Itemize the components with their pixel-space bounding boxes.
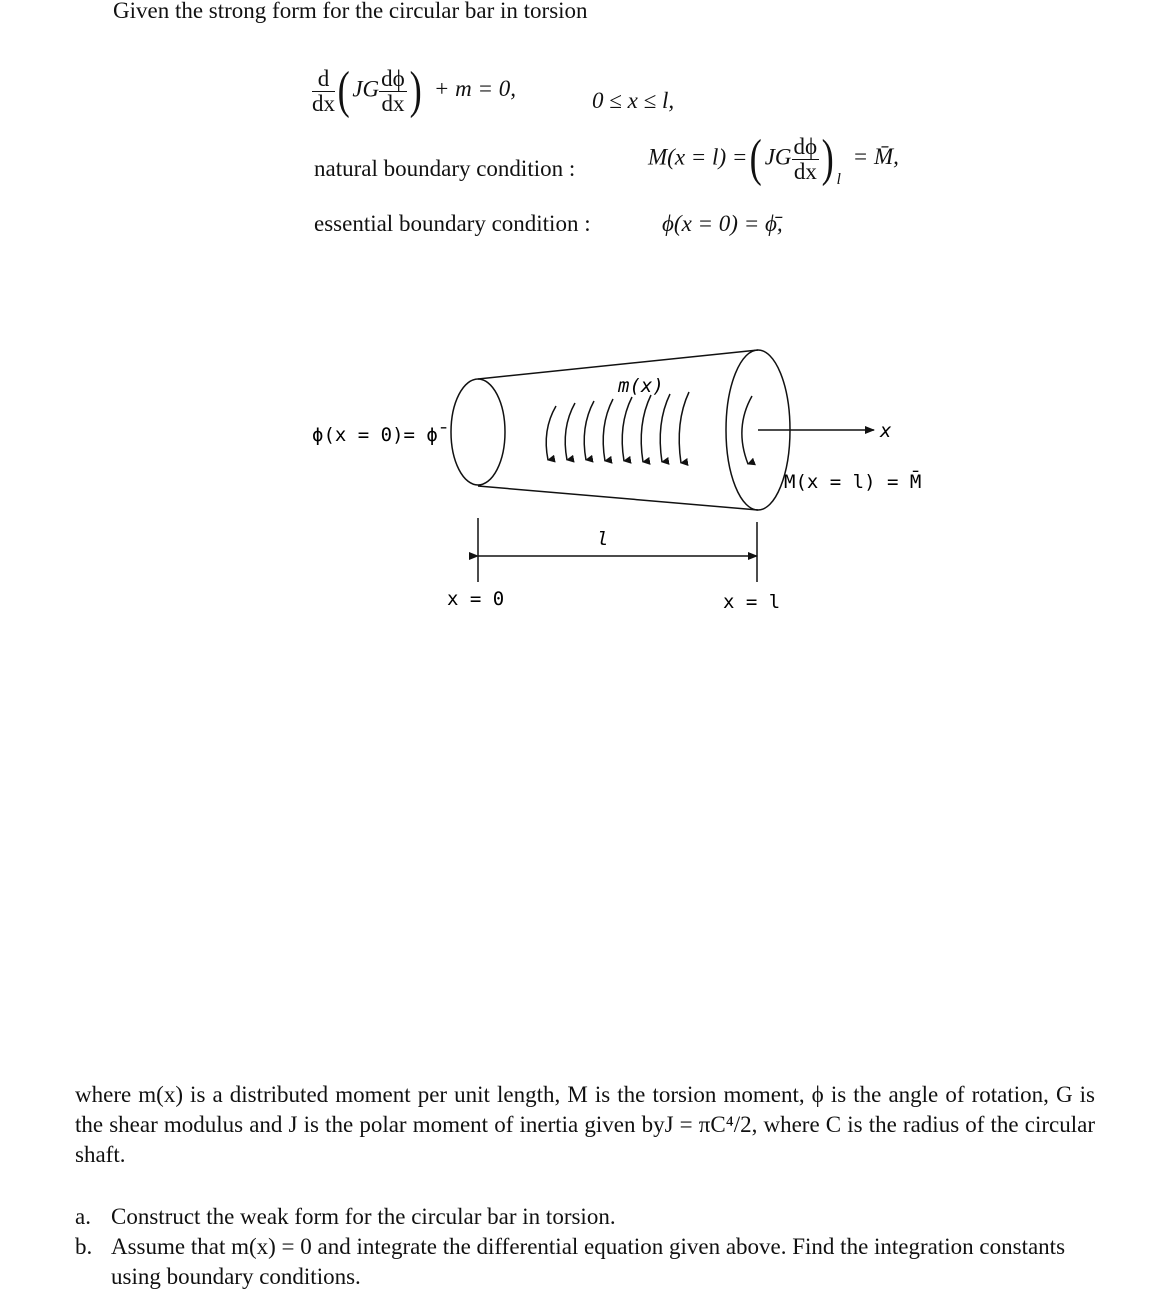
description-paragraph: where m(x) is a distributed moment per unit length, M is the torsion moment, ϕ is the angle of rotation, G is the shear modulus and J is the polar moment of inertia given byJ = πC⁴/2, where C is the radius of the circular shaft. bbox=[75, 1082, 1095, 1167]
moment-arrow bbox=[660, 394, 670, 462]
natural-bc-equation: M(x = l) =( JG $\frac{d\phi}{dx}$ ) $_l$ = M̄, bbox=[648, 130, 899, 188]
question-letter: a. bbox=[75, 1204, 91, 1229]
natural-bc-label: natural boundary condition : bbox=[314, 156, 576, 181]
bar-bottom-edge bbox=[478, 486, 758, 510]
question-text: Construct the weak form for the circular bar in torsion. bbox=[111, 1204, 616, 1229]
natural-bc-lhs: M(x = l) = bbox=[648, 144, 748, 170]
dphi-top: dϕ bbox=[381, 65, 405, 91]
dphi-dx-fraction bbox=[379, 67, 407, 116]
axis-label: x bbox=[880, 420, 892, 442]
strong-form-equation: $\frac{d}{dx}$ ( JG $\frac{d\phi}{dx}$ ) + m = 0, bbox=[312, 62, 516, 119]
moment-arrow bbox=[679, 392, 689, 463]
moment-arrow bbox=[622, 397, 632, 461]
moment-arrow bbox=[641, 395, 651, 462]
xl-label: x = l bbox=[723, 591, 781, 613]
moment-arrow bbox=[565, 403, 575, 460]
moment-arrow bbox=[546, 406, 556, 460]
moment-arrow bbox=[584, 401, 594, 460]
natural-bc-dphi-top: dϕ bbox=[793, 133, 818, 159]
natural-bc-jg: JG bbox=[764, 144, 792, 170]
moment-arrow bbox=[603, 399, 613, 461]
question-a bbox=[75, 1202, 1095, 1232]
load-label: m(x) bbox=[618, 375, 664, 397]
natural-bc-subscript: l bbox=[836, 170, 841, 188]
end-moment-arrow bbox=[742, 396, 752, 464]
essential-bc-equation: ϕ(x = 0) = ϕ̄, bbox=[662, 211, 783, 236]
question-list bbox=[75, 1202, 1095, 1292]
domain-condition: 0 ≤ x ≤ l, bbox=[592, 88, 675, 113]
length-label: l bbox=[597, 528, 609, 550]
distributed-moment-arrows bbox=[546, 392, 689, 463]
heading: Given the strong form for the circular bar in torsion bbox=[113, 0, 588, 23]
natural-bc-dphi-bottom: dx bbox=[793, 158, 817, 184]
question-text: Assume that m(x) = 0 and integrate the differential equation given above. Find the integration constants using boundary conditions. bbox=[111, 1234, 1066, 1289]
torsion-bar-figure bbox=[300, 340, 940, 630]
question-letter: b. bbox=[75, 1234, 93, 1259]
jg-term: JG bbox=[352, 76, 380, 102]
question-b bbox=[75, 1232, 1095, 1292]
d-top: d bbox=[312, 67, 335, 92]
bar-left-end bbox=[451, 379, 505, 485]
left-bc-label: ϕ(x = 0)= ϕ̄ bbox=[312, 424, 438, 446]
essential-bc-label: essential boundary condition : bbox=[314, 211, 591, 236]
d-bottom: dx bbox=[312, 90, 335, 116]
x0-label: x = 0 bbox=[447, 588, 505, 610]
plus-m-term: + m = 0, bbox=[433, 76, 516, 102]
dphi-bottom: dx bbox=[381, 90, 405, 116]
d-dx-operator bbox=[312, 67, 335, 116]
right-bc-label: M(x = l) = M̄ bbox=[784, 471, 922, 493]
natural-bc-rhs: = M̄, bbox=[852, 144, 899, 170]
natural-bc-fraction bbox=[792, 135, 820, 184]
